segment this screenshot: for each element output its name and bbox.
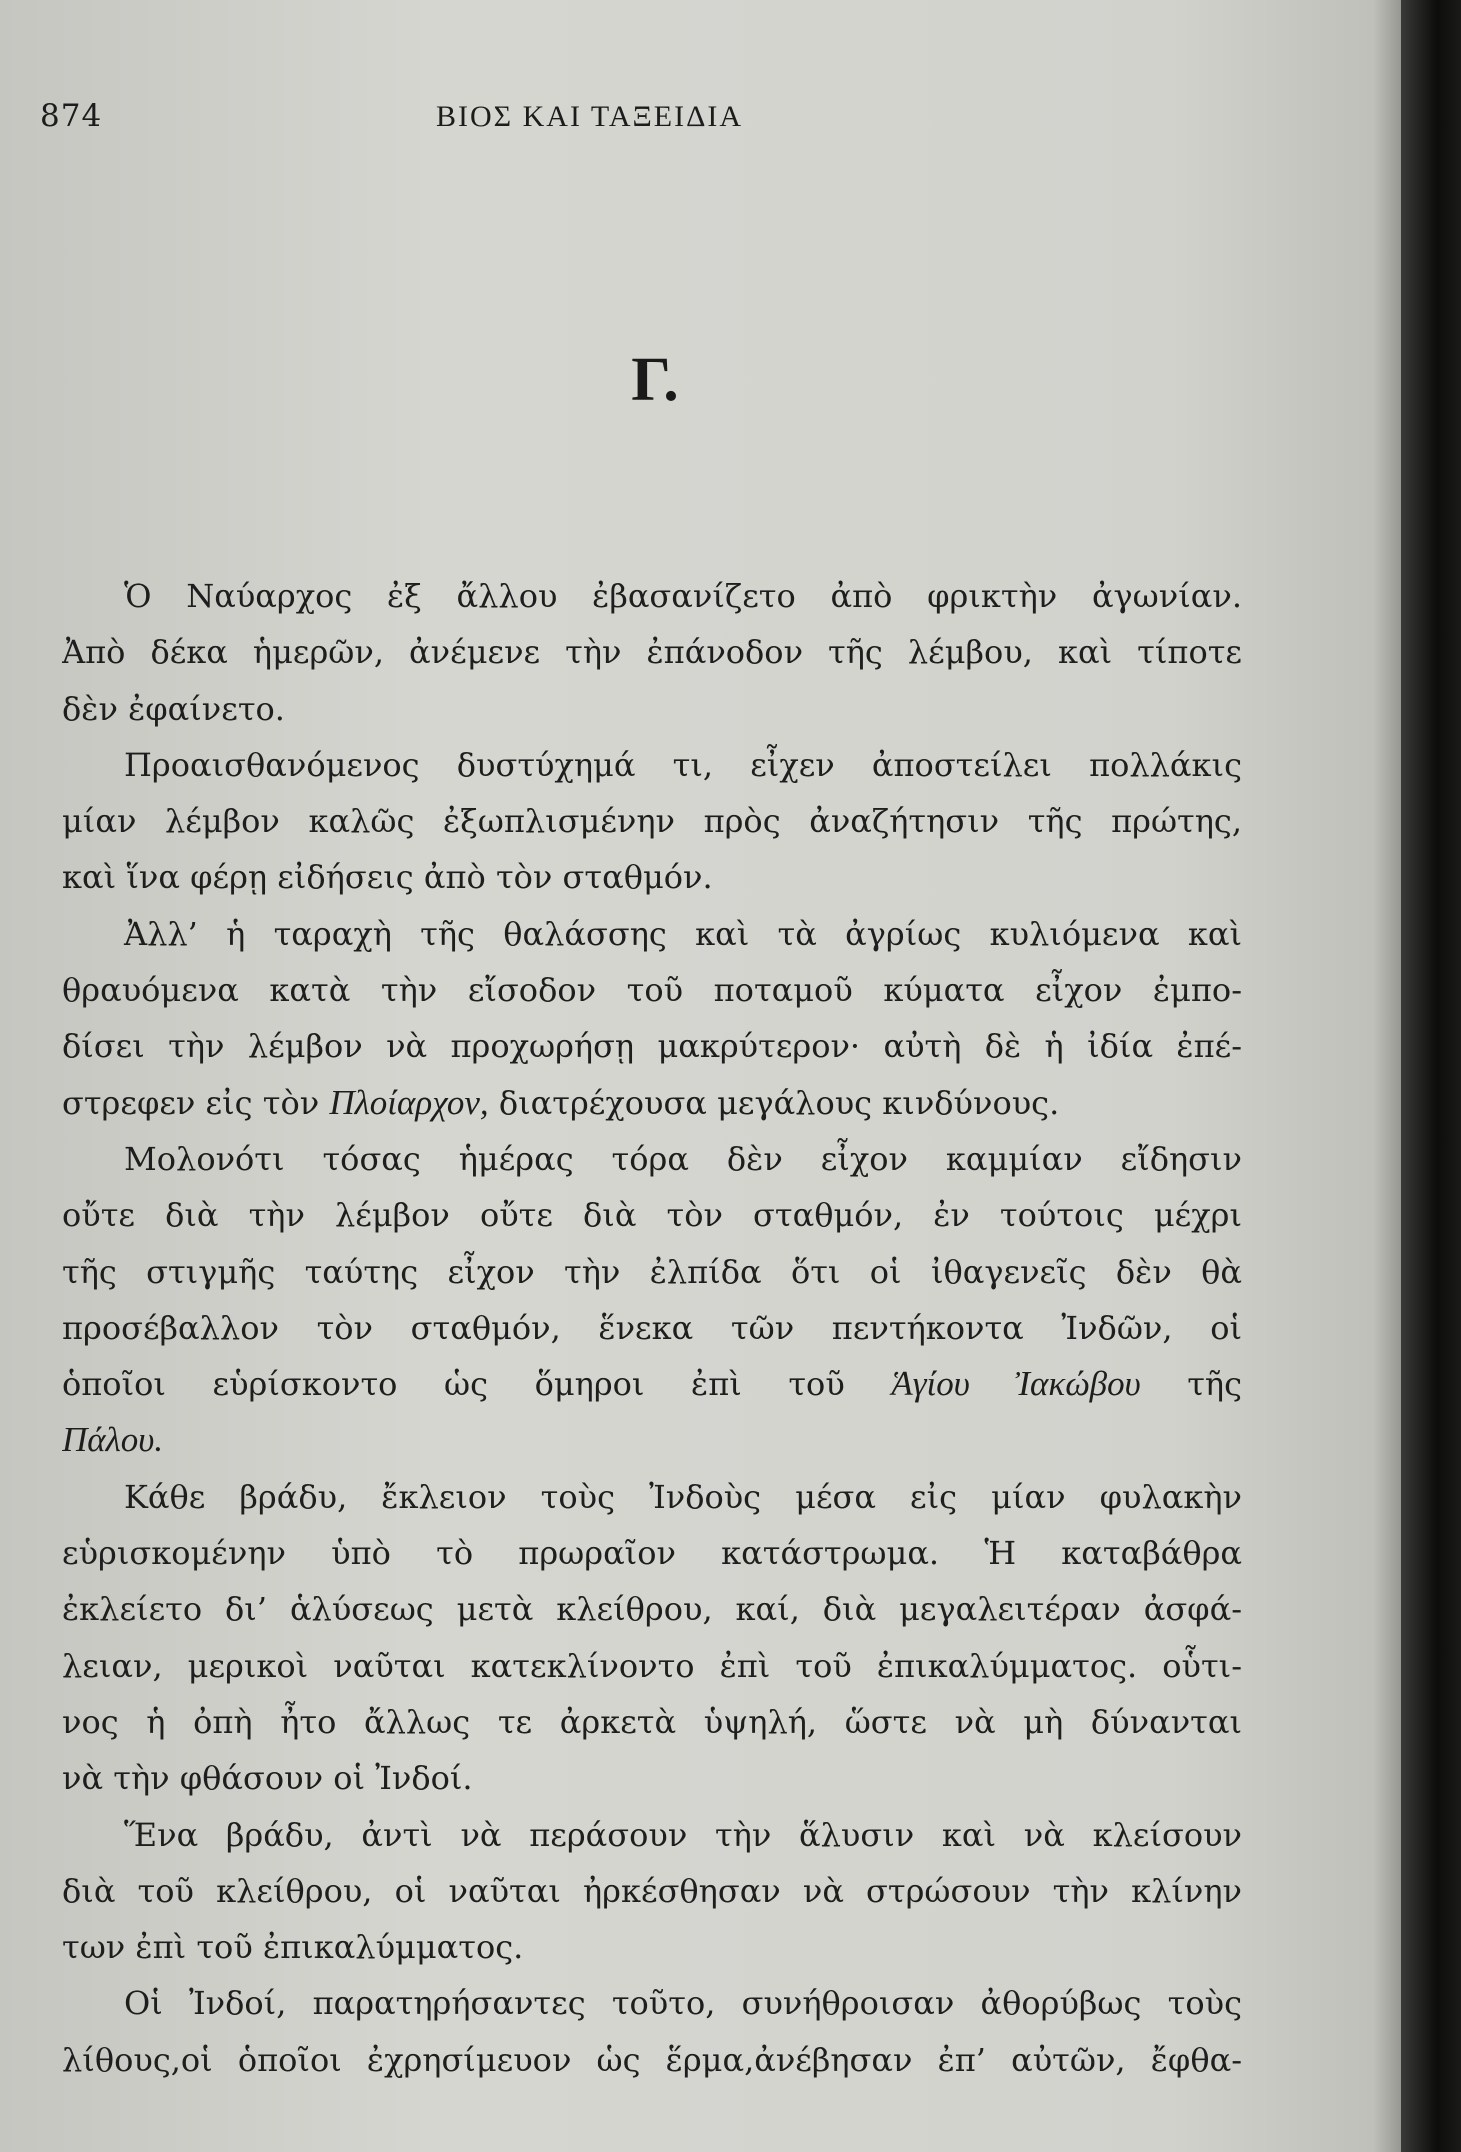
italic-ship-name: Ἁγίου Ἰακώβου [891,1364,1141,1404]
text-segment: νος ἡ ὀπὴ ἦτο ἄλλως τε ἀρκετὰ ὑψηλή, ὥστε νὰ μὴ δύνανται [62,1702,1242,1741]
text-line [62,1638,1242,1694]
text-line [62,962,1242,1018]
text-segment: Προαισθανόμενος δυστύχημά τι, εἶχεν ἀποστείλει πολλάκις [124,745,1242,784]
text-segment: Οἱ Ἰνδοί, παρατηρήσαντες τοῦτο, συνήθροισαν ἀθορύβως τοὺς [124,1984,1242,2023]
book-gutter-shadow [1401,0,1461,2152]
text-segment: μίαν λέμβον καλῶς ἐξωπλισμένην πρὸς ἀναζήτησιν τῆς πρώτης, [62,802,1242,841]
running-head [40,98,1300,138]
text-line [62,2032,1242,2088]
text-segment: εὑρισκομένην ὑπὸ τὸ πρωραῖον κατάστρωμα. Ἡ καταβάθρα [62,1534,1242,1573]
text-line [62,1919,1242,1975]
text-line [62,1581,1242,1637]
text-segment: νὰ τὴν φθάσουν οἱ Ἰνδοί. [62,1759,473,1798]
text-line [62,849,1242,905]
text-segment: των ἐπὶ τοῦ ἐπικαλύμματος. [62,1928,524,1967]
text-line [62,624,1242,680]
text-line [62,1807,1242,1863]
text-segment: ἐκλείετο δι’ ἁλύσεως μετὰ κλείθρου, καί, διὰ μεγαλειτέραν ἀσφά- [62,1590,1242,1629]
text-segment: τῆς [1140,1365,1242,1404]
text-segment: τῆς στιγμῆς ταύτης εἶχον τὴν ἐλπίδα ὅτι οἱ ἰθαγενεῖς δὲν θὰ [62,1252,1242,1291]
text-line [62,1356,1242,1412]
italic-ship-name: Πλοίαρχον, [329,1082,489,1122]
italic-ship-name: Πάλου. [62,1420,164,1460]
text-segment: προσέβαλλον τὸν σταθμόν, ἕνεκα τῶν πεντήκοντα Ἰνδῶν, οἱ [62,1308,1242,1347]
section-heading: Γ. [631,346,679,414]
text-segment: Ἀλλ’ ἡ ταραχὴ τῆς θαλάσσης καὶ τὰ ἀγρίως κυλιόμενα καὶ [124,914,1242,953]
text-line [62,568,1242,624]
text-segment: καὶ ἵνα φέρῃ εἰδήσεις ἀπὸ τὸν σταθμόν. [62,858,713,897]
text-segment: λειαν, μερικοὶ ναῦται κατεκλίνοντο ἐπὶ τοῦ ἐπικαλύμματος. οὗτι- [62,1646,1242,1685]
text-line [62,681,1242,737]
text-segment: Ἀπὸ δέκα ἡμερῶν, ἀνέμενε τὴν ἐπάνοδον τῆς λέμβου, καὶ τίποτε [62,633,1242,672]
text-segment: Κάθε βράδυ, ἔκλειον τοὺς Ἰνδοὺς μέσα εἰς μίαν φυλακὴν [124,1477,1242,1516]
text-segment: λίθους,οἱ ὁποῖοι ἐχρησίμευον ὡς ἕρμα,ἀνέβησαν ἐπ’ αὐτῶν, ἔφθα- [62,2040,1242,2079]
text-segment: δίσει τὴν λέμβον νὰ προχωρήσῃ μακρύτερον· αὐτὴ δὲ ἡ ἰδία ἐπέ- [62,1027,1242,1066]
text-segment: διὰ τοῦ κλείθρου, οἱ ναῦται ἠρκέσθησαν νὰ στρώσουν τὴν κλίνην [62,1871,1242,1910]
text-line [62,793,1242,849]
text-segment: στρεφεν εἰς τὸν [62,1083,330,1122]
running-title: ΒΙΟΣ ΚΑΙ ΤΑΞΕΙΔΙΑ [436,100,744,133]
text-segment: ὁποῖοι εὑρίσκοντο ὡς ὅμηροι ἐπὶ τοῦ [62,1365,892,1404]
text-segment: Ἕνα βράδυ, ἀντὶ νὰ περάσουν τὴν ἅλυσιν καὶ νὰ κλείσουν [124,1815,1242,1854]
text-line [62,1863,1242,1919]
text-line [62,1975,1242,2031]
text-line [62,1694,1242,1750]
text-segment: δὲν ἐφαίνετο. [62,689,285,728]
text-line [62,1131,1242,1187]
text-line [62,737,1242,793]
text-line [62,1525,1242,1581]
text-line [62,1018,1242,1074]
text-segment: οὔτε διὰ τὴν λέμβον οὔτε διὰ τὸν σταθμόν, ἐν τούτοις μέχρι [62,1196,1242,1235]
text-line [62,906,1242,962]
text-segment: Ὁ Ναύαρχος ἐξ ἄλλου ἐβασανίζετο ἀπὸ φρικτὴν ἀγωνίαν. [124,577,1242,615]
text-line [62,1300,1242,1356]
text-line [62,1469,1242,1525]
text-line [62,1244,1242,1300]
text-line [62,1187,1242,1243]
text-line [62,1750,1242,1806]
text-segment: θραυόμενα κατὰ τὴν εἴσοδον τοῦ ποταμοῦ κύματα εἶχον ἐμπο- [62,971,1242,1010]
text-line [62,1412,1242,1468]
page-number: 874 [40,98,103,134]
text-segment: διατρέχουσα μεγάλους κινδύνους. [488,1083,1060,1122]
text-segment: Μολονότι τόσας ἡμέρας τόρα δὲν εἶχον καμμίαν εἴδησιν [124,1139,1242,1178]
body-text [62,568,1242,2088]
text-line [62,1075,1242,1131]
